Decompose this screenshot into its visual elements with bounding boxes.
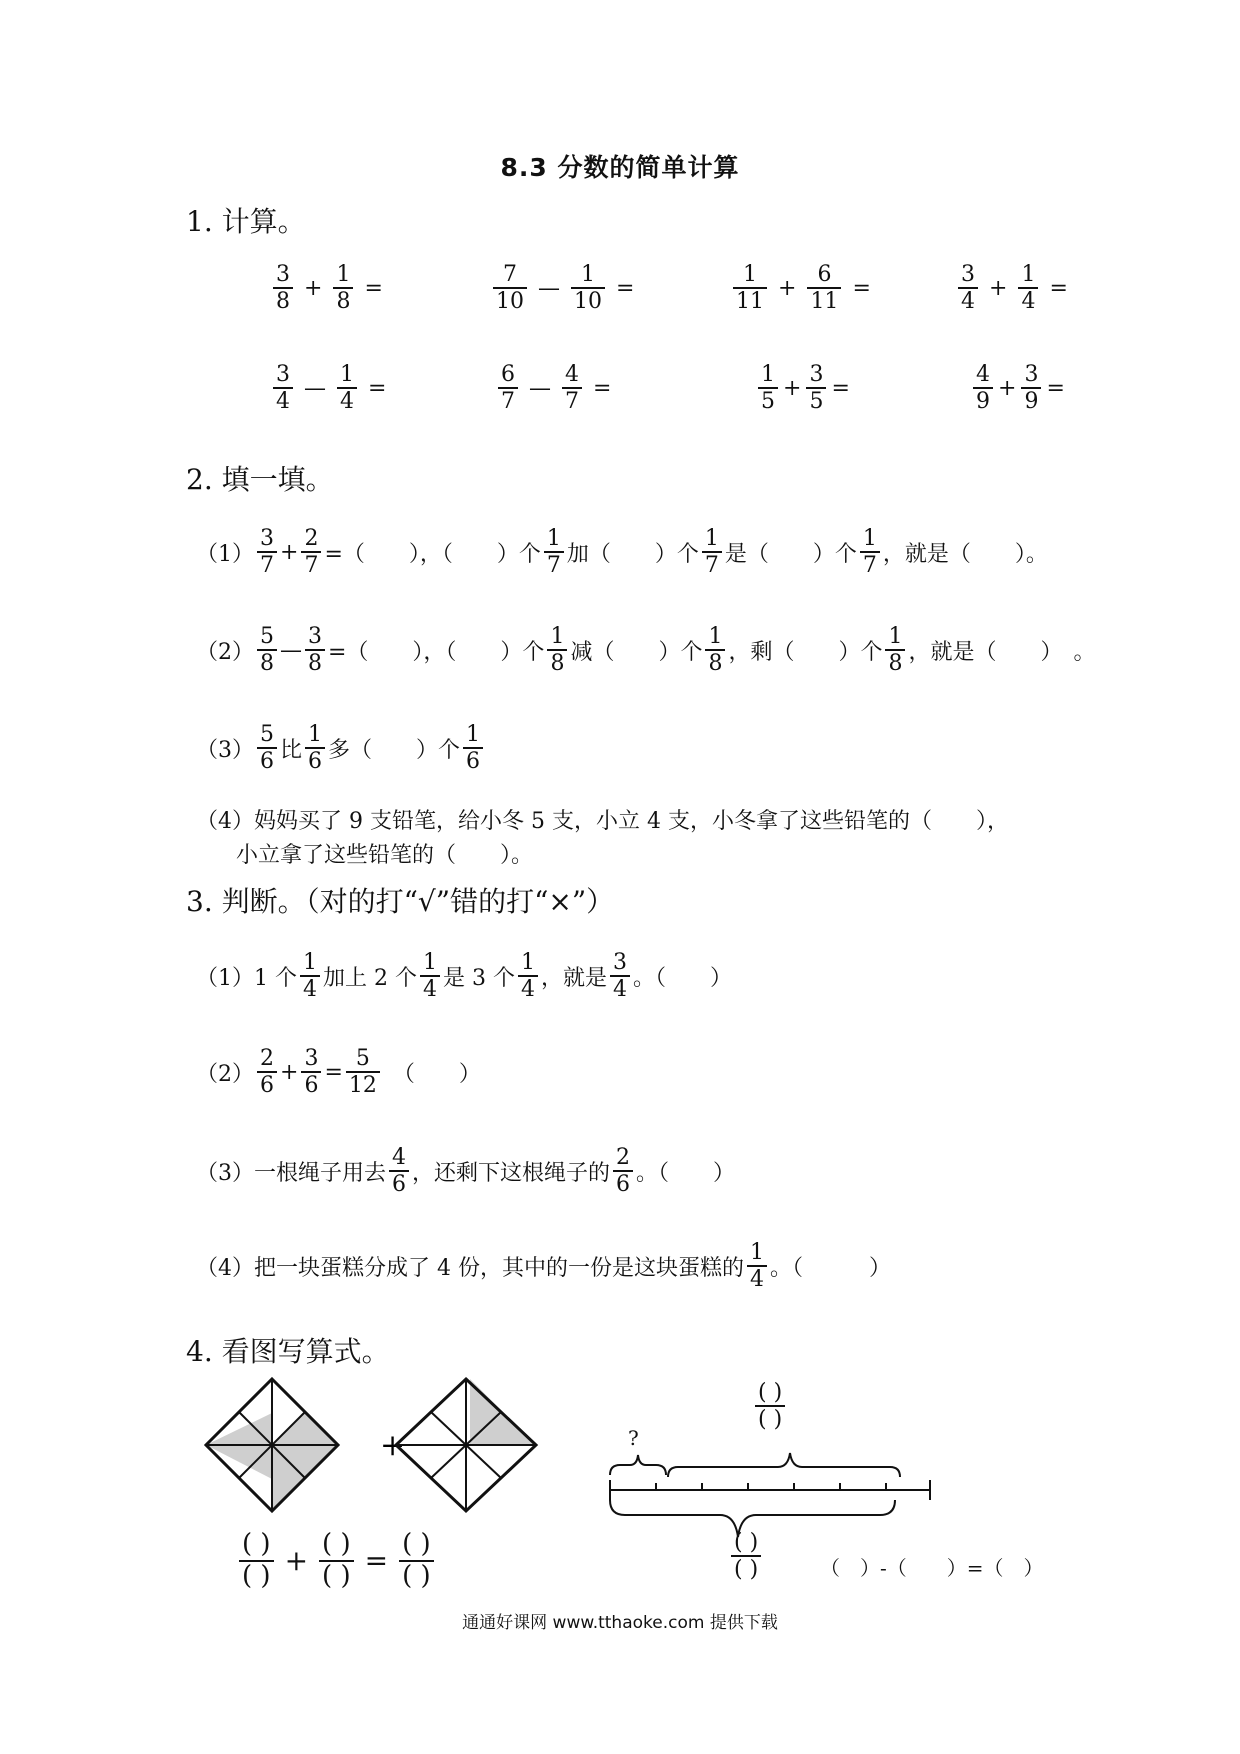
diamond-right	[396, 1379, 536, 1511]
footer-text: 通通好课网 www.tthaoke.com 提供下载	[462, 1613, 778, 1633]
fraction: $\frac{5}{12}$	[346, 1046, 380, 1099]
fraction: $\frac{3}{4}$	[273, 362, 293, 415]
judge-question-1: （1） 1 个 $\frac{1}{4}$ 加上 2 个 $\frac{1}{4}$ 是 3 个 $\frac{1}{4}$ ，就是 $\frac{3}{4}$ 。（ ）	[196, 950, 732, 1003]
fraction: $\frac{6}{7}$	[498, 362, 518, 415]
fraction: $\frac{1}{11}$	[733, 262, 767, 315]
fraction: $\frac{7}{10}$	[493, 262, 527, 315]
fraction: $\frac{1}{4}$	[300, 950, 320, 1003]
fraction: $\frac{1}{5}$	[758, 362, 778, 415]
fill-question-2: （2） $\frac{5}{8}$ — $\frac{3}{8}$ =（ ），（ ）个 $\frac{1}{8}$ 减（ ）个 $\frac{1}{8}$ ，剩（ ）个 $\frac{1}{8}$ ，就是（ ） 。	[196, 624, 1096, 677]
page-title: 8.3 分数的简单计算	[500, 153, 740, 182]
calc-item: $\frac{7}{10}$ — $\frac{1}{10}$ =	[490, 262, 642, 315]
subtraction-expression: （ ）-（ ）=（ ）	[820, 1556, 1044, 1580]
fraction: $\frac{3}{7}$	[257, 526, 277, 579]
fraction: $\frac{2}{7}$	[301, 526, 321, 579]
fraction: $\frac{1}{7}$	[544, 526, 564, 579]
blank-fraction: $\frac{( )}{( )}$	[731, 1530, 761, 1583]
fraction: $\frac{2}{6}$	[257, 1046, 277, 1099]
judge-question-2: （2） $\frac{2}{6}$ + $\frac{3}{6}$ = $\frac{5}{12}$ （ ）	[196, 1046, 481, 1099]
section-2-heading: 2. 填一填。	[186, 463, 334, 496]
judge-question-3: （3） 一根绳子用去 $\frac{4}{6}$ ，还剩下这根绳子的 $\frac{2}{6}$ 。（ ）	[196, 1145, 736, 1198]
fraction: $\frac{1}{8}$	[705, 624, 725, 677]
top-blank-fraction-wrap	[752, 1380, 788, 1433]
fraction: $\frac{2}{6}$	[613, 1145, 633, 1198]
fraction: $\frac{5}{8}$	[257, 624, 277, 677]
fraction: $\frac{3}{4}$	[958, 262, 978, 315]
fraction: $\frac{1}{4}$	[337, 362, 357, 415]
fill-question-4-line-1: （4）妈妈买了 9 支铅笔，给小冬 5 支，小立 4 支，小冬拿了这些铅笔的（ ），	[196, 809, 1009, 834]
fraction: $\frac{6}{11}$	[807, 262, 841, 315]
fill-question-4-line-2: 小立拿了这些铅笔的（ ）。	[236, 843, 534, 868]
fraction: $\frac{4}{9}$	[973, 362, 993, 415]
section-4-heading: 4. 看图写算式。	[186, 1335, 390, 1368]
fraction: $\frac{1}{4}$	[747, 1240, 767, 1293]
section-3-heading: 3. 判断。（对的打“√”错的打“×”）	[186, 885, 615, 918]
diamond-equation: $\frac{( )}{( )}$ + $\frac{( )}{( )}$ = $\frac{( )}{( )}$	[236, 1530, 437, 1592]
fraction: $\frac{3}{8}$	[273, 262, 293, 315]
calc-item: $\frac{6}{7}$ — $\frac{4}{7}$ =	[495, 362, 619, 415]
fraction: $\frac{5}{6}$	[257, 722, 277, 775]
blank-fraction: $\frac{( )}{( )}$	[319, 1530, 354, 1592]
calc-item: $\frac{1}{5}$ + $\frac{3}{5}$ =	[755, 362, 852, 415]
blank-fraction: $\frac{( )}{( )}$	[239, 1530, 274, 1592]
diamond-left	[206, 1379, 338, 1511]
calc-item: $\frac{4}{9}$ + $\frac{3}{9}$ =	[970, 362, 1067, 415]
fraction: $\frac{1}{10}$	[571, 262, 605, 315]
fraction: $\frac{3}{6}$	[301, 1046, 321, 1099]
section-1-heading: 1. 计算。	[186, 205, 306, 238]
fraction: $\frac{1}{7}$	[860, 526, 880, 579]
fill-question-1: （1） $\frac{3}{7}$ + $\frac{2}{7}$ =（ ），（ ）个 $\frac{1}{7}$ 加（ ）个 $\frac{1}{7}$ 是（ ）个 $\frac{1}{7}$ ，就是（ ）。	[196, 526, 1048, 579]
small-brace	[610, 1455, 666, 1475]
bottom-blank-fraction-wrap	[728, 1530, 764, 1583]
blank-fraction: $\frac{( )}{( )}$	[399, 1530, 434, 1592]
fraction: $\frac{1}{8}$	[333, 262, 353, 315]
calc-item: $\frac{3}{4}$ + $\frac{1}{4}$ =	[955, 262, 1076, 315]
top-brace	[668, 1453, 900, 1477]
fraction: $\frac{3}{8}$	[305, 624, 325, 677]
diamond-figures	[200, 1375, 560, 1520]
fraction: $\frac{4}{7}$	[562, 362, 582, 415]
question-mark: ?	[628, 1426, 639, 1450]
fraction: $\frac{3}{5}$	[806, 362, 826, 415]
fill-question-3: （3） $\frac{5}{6}$ 比 $\frac{1}{6}$ 多（ ）个 $\frac{1}{6}$	[196, 722, 486, 775]
fraction: $\frac{1}{6}$	[463, 722, 483, 775]
fraction: $\frac{1}{4}$	[420, 950, 440, 1003]
judge-question-4: （4） 把一块蛋糕分成了 4 份，其中的一份是这块蛋糕的 $\frac{1}{4}$ 。（ ）	[196, 1240, 892, 1293]
calc-item: $\frac{3}{4}$ — $\frac{1}{4}$ =	[270, 362, 394, 415]
fraction: $\frac{1}{8}$	[885, 624, 905, 677]
fraction: $\frac{3}{4}$	[610, 950, 630, 1003]
calc-row-2	[0, 362, 1240, 442]
plus-sign: +	[380, 1428, 406, 1463]
fraction: $\frac{1}{8}$	[547, 624, 567, 677]
blank-fraction: $\frac{( )}{( )}$	[755, 1380, 785, 1433]
calc-item: $\frac{1}{11}$ + $\frac{6}{11}$ =	[730, 262, 879, 315]
fraction: $\frac{1}{4}$	[1018, 262, 1038, 315]
fraction: $\frac{1}{7}$	[702, 526, 722, 579]
fraction: $\frac{4}{6}$	[389, 1145, 409, 1198]
calc-row-1	[0, 262, 1240, 342]
fraction: $\frac{1}{4}$	[518, 950, 538, 1003]
calc-item: $\frac{3}{8}$ + $\frac{1}{8}$ =	[270, 262, 391, 315]
fraction: $\frac{3}{9}$	[1021, 362, 1041, 415]
fraction: $\frac{1}{6}$	[305, 722, 325, 775]
number-line-figure	[600, 1445, 940, 1565]
